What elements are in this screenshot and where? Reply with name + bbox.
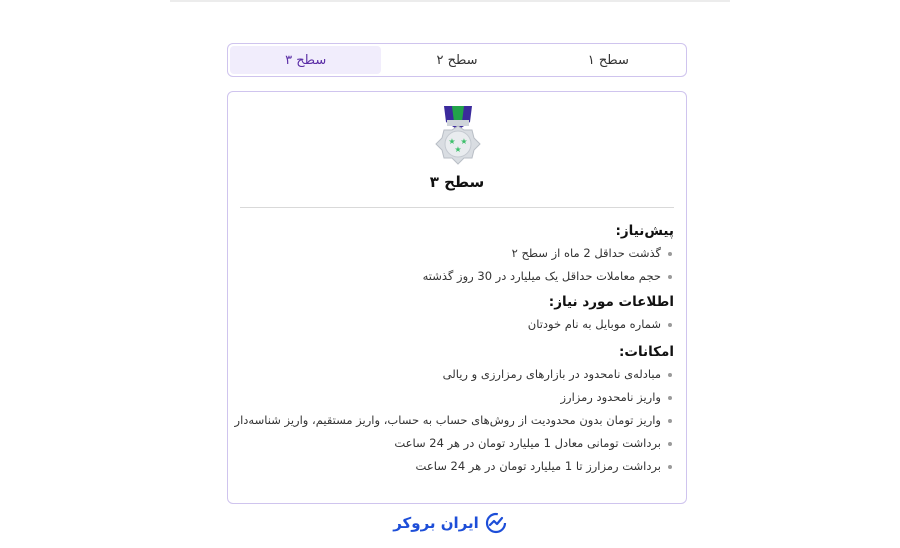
level-title: سطح ۳: [429, 173, 485, 191]
svg-text:★: ★: [448, 137, 456, 146]
medal-icon: [434, 106, 482, 168]
list-item: حجم معاملات حداقل یک میلیارد در 30 روز گذشته: [234, 265, 674, 288]
top-divider: [170, 0, 730, 2]
features-title: امکانات:: [618, 344, 674, 360]
list-item: برداشت رمزارز تا 1 میلیارد تومان در هر 24 ساعت: [234, 455, 674, 478]
list-item: واریز نامحدود رمزارز: [234, 386, 674, 409]
level-details: [234, 221, 674, 482]
chart-check-icon: [485, 512, 507, 534]
svg-text:★: ★: [460, 137, 468, 146]
level-card: [227, 91, 687, 504]
brand-logo: [383, 509, 517, 537]
tab-level-2[interactable]: سطح ۲: [436, 52, 478, 68]
list-item: واریز تومان بدون محدودیت از روش‌های حساب به حساب، واریز مستقیم، واریز شناسه‌دار: [234, 409, 674, 432]
required-info-list: [234, 313, 674, 336]
svg-text:★: ★: [454, 145, 462, 154]
logo-text: ایران بروکر: [393, 514, 479, 532]
prerequisites-title: پیش‌نیاز:: [615, 223, 674, 239]
level-tabs: [227, 43, 687, 77]
tab-level-1[interactable]: سطح ۱: [587, 52, 629, 68]
prerequisites-list: [234, 242, 674, 288]
list-item: مبادله‌ی نامحدود در بازارهای رمزارزی و ریالی: [234, 363, 674, 386]
list-item: شماره موبایل به نام خودتان: [234, 313, 674, 336]
list-item: گذشت حداقل 2 ماه از سطح ۲: [234, 242, 674, 265]
features-list: [234, 363, 674, 478]
tab-level-3[interactable]: سطح ۳: [230, 46, 381, 74]
required-info-title: اطلاعات مورد نیاز:: [548, 294, 674, 310]
list-item: برداشت تومانی معادل 1 میلیارد تومان در هر 24 ساعت: [234, 432, 674, 455]
card-divider: [240, 207, 674, 208]
